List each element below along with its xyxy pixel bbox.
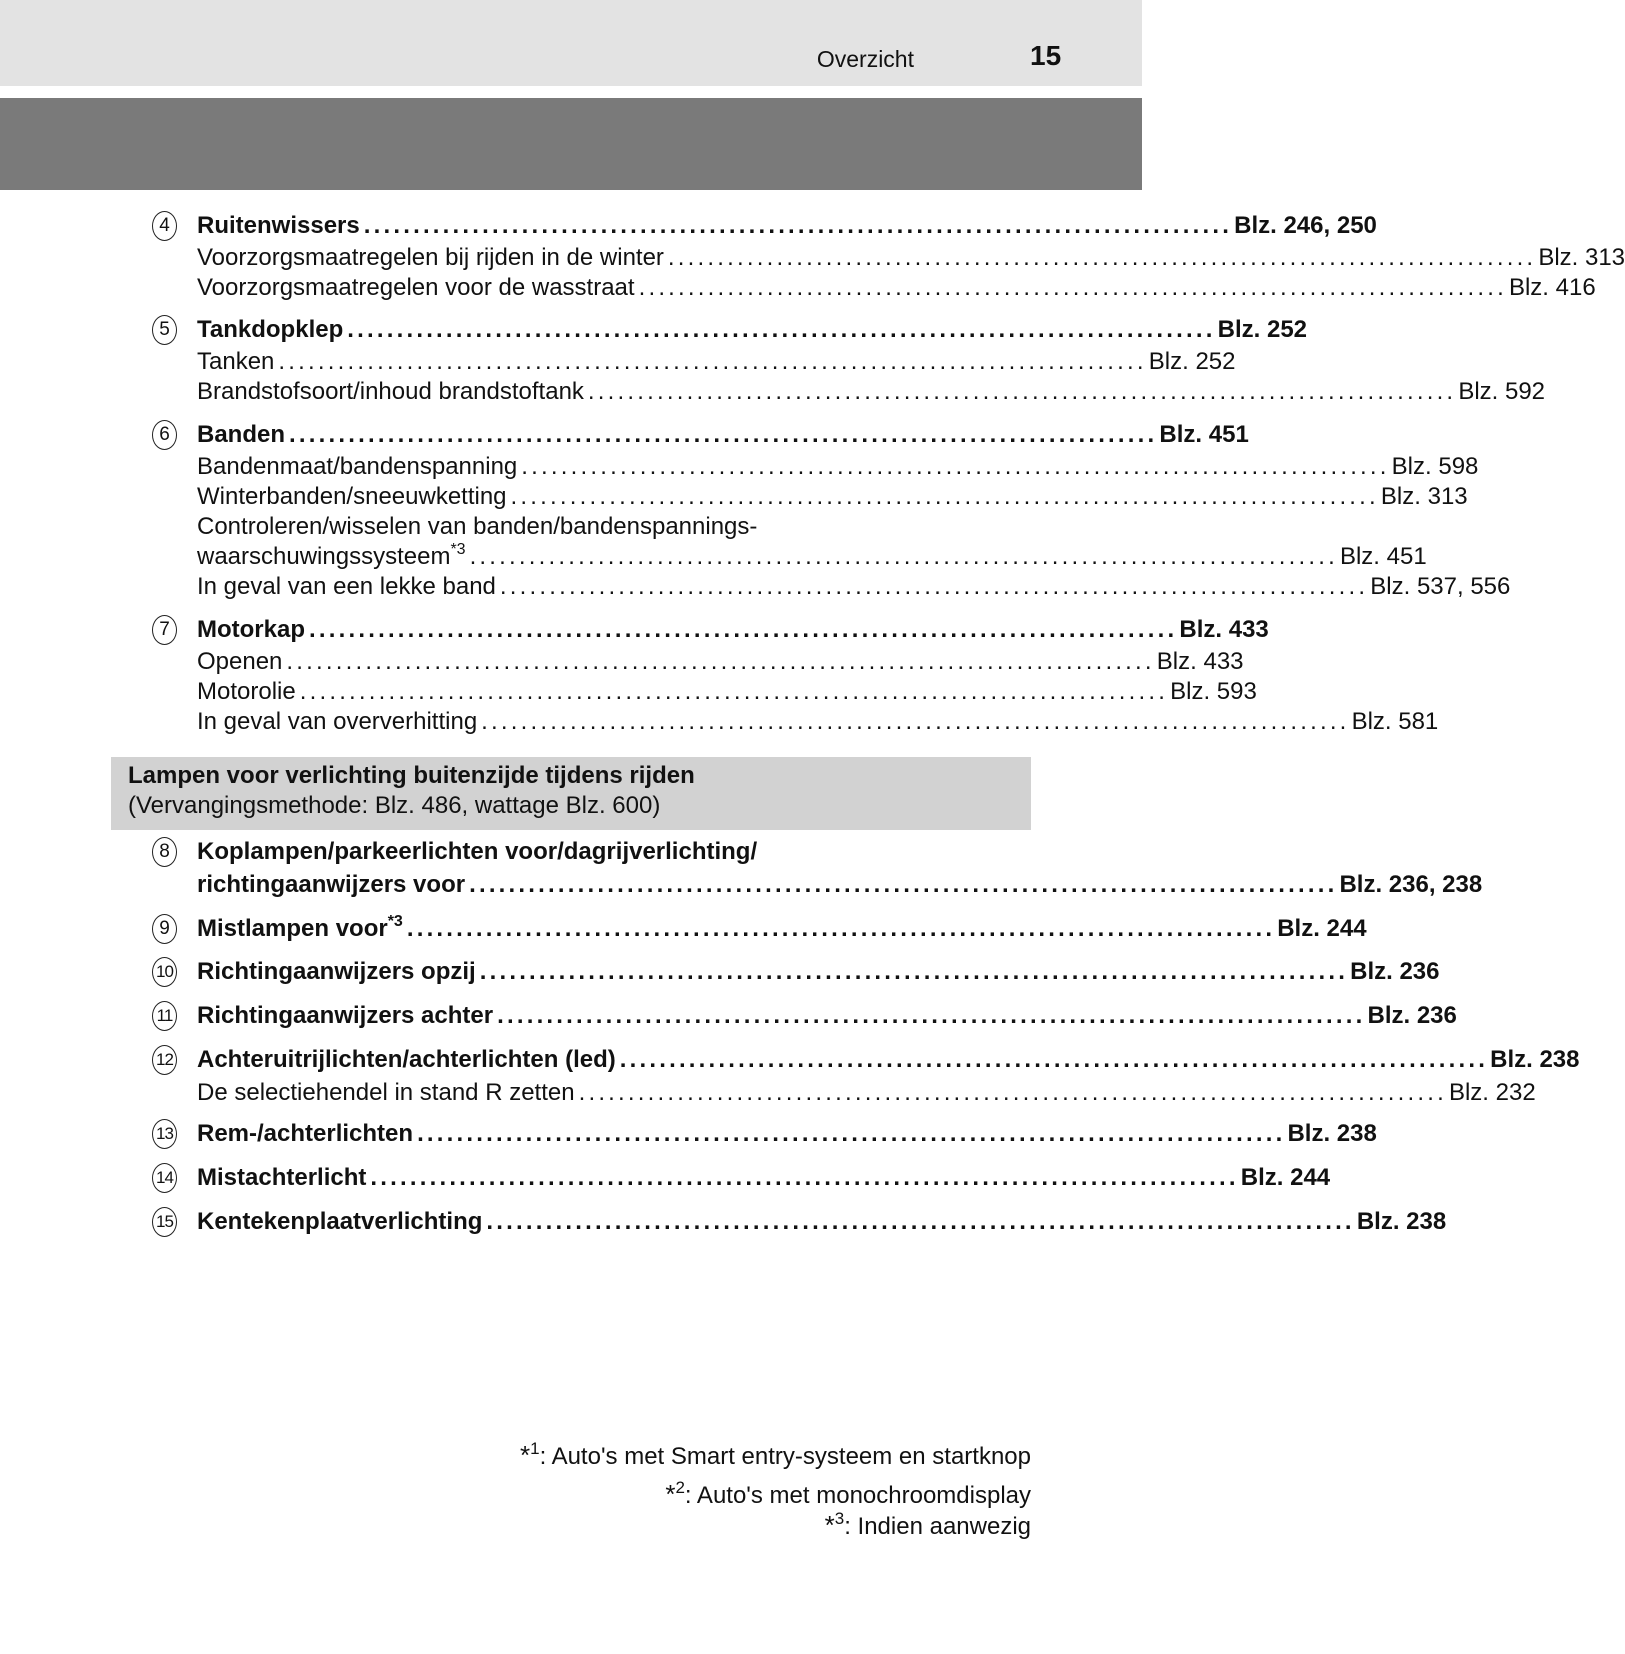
footnote-2 bbox=[665, 1479, 1031, 1510]
entry-page: Blz. 238 bbox=[1356, 1208, 1447, 1235]
entry-title: Motorkap bbox=[197, 616, 305, 643]
sub-entry-text: Brandstofsoort/inhoud brandstoftank bbox=[197, 378, 584, 405]
entry-title: Achteruitrijlichten/achterlichten (led) bbox=[197, 1046, 616, 1073]
entry-page: Blz. 244 bbox=[1277, 915, 1367, 942]
callout-15: 15 bbox=[152, 1207, 177, 1237]
dot-leader: ........................................................................................ bbox=[299, 678, 1169, 705]
sub-entry bbox=[197, 571, 1511, 601]
sub-entry-text: Controleren/wisselen van banden/bandenspannings- bbox=[197, 513, 758, 540]
callout-12: 12 bbox=[152, 1045, 177, 1075]
callout-5: 5 bbox=[152, 315, 177, 345]
section-name: Overzicht bbox=[816, 46, 914, 72]
sub-entry bbox=[197, 242, 1625, 272]
sub-entry bbox=[197, 376, 1546, 406]
entry-title: Kentekenplaatverlichting bbox=[197, 1208, 483, 1235]
lamp-entry bbox=[197, 1044, 1580, 1074]
sub-entry-page: Blz. 592 bbox=[1458, 378, 1546, 405]
sub-entry bbox=[197, 346, 1236, 376]
page-header bbox=[0, 0, 1142, 86]
entry-title: Rem-/achterlichten bbox=[197, 1120, 414, 1147]
footnote-ref: *3 bbox=[387, 913, 403, 930]
sub-entry-page: Blz. 313 bbox=[1380, 483, 1468, 510]
sub-entry bbox=[197, 646, 1244, 676]
sub-entry-text: Bandenmaat/bandenspanning bbox=[197, 453, 518, 480]
entry-banden bbox=[197, 419, 1249, 449]
dot-leader: ........................................................................................ bbox=[638, 274, 1507, 301]
sub-entry-text: Openen bbox=[197, 648, 283, 675]
entry-page: Blz. 246, 250 bbox=[1234, 212, 1377, 239]
footnote-mark: * bbox=[824, 1510, 835, 1540]
callout-4: 4 bbox=[152, 211, 177, 241]
entry-label: Mistlampen voor bbox=[197, 915, 388, 942]
footnote-1 bbox=[520, 1440, 1031, 1471]
sub-entry bbox=[197, 676, 1257, 706]
dot-leader: ........................................................................................ bbox=[587, 378, 1457, 405]
dot-leader: ........................................................................................ bbox=[497, 1002, 1366, 1029]
callout-8: 8 bbox=[152, 837, 177, 867]
sub-entry bbox=[197, 511, 757, 541]
dot-leader: ........................................................................................ bbox=[417, 1120, 1286, 1147]
footnote-number: 2 bbox=[675, 1478, 685, 1497]
sub-entry-page: Blz. 252 bbox=[1148, 348, 1236, 375]
lamp-entry-cont bbox=[197, 869, 1483, 899]
sub-entry-text: Winterbanden/sneeuwketting bbox=[197, 483, 507, 510]
footnote-mark: * bbox=[665, 1479, 676, 1509]
sub-entry bbox=[197, 1077, 1536, 1107]
footnote-text: : Indien aanwezig bbox=[844, 1513, 1031, 1540]
dot-leader: ........................................................................................ bbox=[521, 453, 1390, 480]
entry-page: Blz. 236, 238 bbox=[1339, 871, 1483, 898]
entry-page: Blz. 238 bbox=[1287, 1120, 1377, 1147]
sub-entry bbox=[197, 272, 1596, 302]
footnote-mark: * bbox=[519, 1440, 531, 1470]
sub-entry-page: Blz. 537, 556 bbox=[1370, 573, 1511, 600]
sub-entry-page: Blz. 313 bbox=[1538, 244, 1625, 271]
dot-leader: ........................................................................................ bbox=[370, 1164, 1239, 1191]
sub-entry-text: In geval van oververhitting bbox=[197, 708, 478, 735]
dot-leader: ........................................................................................ bbox=[469, 871, 1338, 898]
entry-page: Blz. 433 bbox=[1179, 616, 1269, 643]
section-heading-box bbox=[111, 757, 1031, 830]
entry-title: Tankdopklep bbox=[197, 316, 344, 343]
sub-entry-text: Motorolie bbox=[197, 678, 296, 705]
footnote-ref: *3 bbox=[450, 541, 466, 558]
footnote-text: : Auto's met monochroomdisplay bbox=[684, 1482, 1031, 1509]
entry-ruitenwissers bbox=[197, 210, 1377, 240]
sub-entry-text bbox=[197, 543, 466, 571]
entry-title: richtingaanwijzers voor bbox=[197, 871, 466, 898]
callout-11: 11 bbox=[152, 1001, 177, 1031]
dot-leader: ........................................................................................ bbox=[469, 543, 1338, 570]
lamp-entry bbox=[197, 836, 757, 866]
entry-tankdopklep bbox=[197, 314, 1308, 344]
dot-leader: ........................................................................................ bbox=[286, 648, 1155, 675]
entry-title: Ruitenwissers bbox=[197, 212, 360, 239]
dot-leader: ........................................................................................ bbox=[278, 348, 1147, 375]
lamp-entry bbox=[197, 1000, 1457, 1030]
header-band bbox=[0, 98, 1142, 190]
section-subtitle: (Vervangingsmethode: Blz. 486, wattage Blz. 600) bbox=[128, 792, 661, 819]
entry-title: Mistachterlicht bbox=[197, 1164, 367, 1191]
dot-leader: ........................................................................................ bbox=[481, 708, 1350, 735]
dot-leader: ........................................................................................ bbox=[363, 212, 1233, 239]
dot-leader: ........................................................................................ bbox=[667, 244, 1537, 271]
sub-entry-page: Blz. 451 bbox=[1339, 543, 1427, 570]
sub-entry bbox=[197, 451, 1479, 481]
sub-entry-page: Blz. 598 bbox=[1391, 453, 1479, 480]
dot-leader: ........................................................................................ bbox=[309, 616, 1178, 643]
entry-page: Blz. 236 bbox=[1367, 1002, 1457, 1029]
sub-entry-text: In geval van een lekke band bbox=[197, 573, 496, 600]
entry-title bbox=[197, 915, 403, 943]
footnote-number: 3 bbox=[834, 1509, 845, 1528]
footnote-number: 1 bbox=[530, 1439, 540, 1458]
sub-entry bbox=[197, 481, 1468, 511]
sub-entry-page: Blz. 593 bbox=[1170, 678, 1257, 705]
callout-6: 6 bbox=[152, 420, 177, 450]
page-number: 15 bbox=[1030, 40, 1062, 71]
dot-leader: ........................................................................................ bbox=[510, 483, 1379, 510]
dot-leader: ........................................................................................ bbox=[347, 316, 1216, 343]
lamp-entry bbox=[197, 913, 1367, 943]
callout-14: 14 bbox=[152, 1163, 177, 1193]
sub-entry-text: Tanken bbox=[197, 348, 275, 375]
sub-entry-page: Blz. 416 bbox=[1508, 274, 1596, 301]
sub-entry-text: Voorzorgsmaatregelen voor de wasstraat bbox=[197, 274, 635, 301]
footnote-3 bbox=[825, 1510, 1031, 1541]
entry-page: Blz. 252 bbox=[1217, 316, 1308, 343]
lamp-entry bbox=[197, 956, 1440, 986]
dot-leader: ........................................................................................ bbox=[406, 915, 1276, 942]
dot-leader: ........................................................................................ bbox=[578, 1079, 1447, 1106]
lamp-entry bbox=[197, 1206, 1447, 1236]
sub-entry-page: Blz. 433 bbox=[1156, 648, 1244, 675]
dot-leader: ........................................................................................ bbox=[289, 421, 1158, 448]
sub-entry-text: De selectiehendel in stand R zetten bbox=[197, 1079, 575, 1106]
entry-page: Blz. 451 bbox=[1159, 421, 1249, 448]
sub-entry-page: Blz. 581 bbox=[1351, 708, 1439, 735]
lamp-entry bbox=[197, 1162, 1331, 1192]
footnote-text: : Auto's met Smart entry-systeem en startknop bbox=[539, 1443, 1031, 1470]
sub-entry-text: Voorzorgsmaatregelen bij rijden in de winter bbox=[197, 244, 664, 271]
sub-entry-label: waarschuwingssysteem bbox=[197, 543, 451, 570]
entry-motorkap bbox=[197, 614, 1269, 644]
entry-title: Koplampen/parkeerlichten voor/dagrijverlichting/ bbox=[197, 838, 758, 865]
entry-title: Richtingaanwijzers opzij bbox=[197, 958, 476, 985]
sub-entry-page: Blz. 232 bbox=[1448, 1079, 1536, 1106]
dot-leader: ........................................................................................ bbox=[486, 1208, 1355, 1235]
section-title: Lampen voor verlichting buitenzijde tijdens rijden bbox=[128, 762, 695, 789]
entry-title: Banden bbox=[197, 421, 286, 448]
entry-title: Richtingaanwijzers achter bbox=[197, 1002, 494, 1029]
dot-leader: ........................................................................................ bbox=[619, 1046, 1489, 1073]
callout-7: 7 bbox=[152, 615, 177, 645]
lamp-entry bbox=[197, 1118, 1377, 1148]
sub-entry bbox=[197, 541, 1427, 571]
entry-page: Blz. 236 bbox=[1350, 958, 1440, 985]
entry-page: Blz. 238 bbox=[1490, 1046, 1580, 1073]
callout-13: 13 bbox=[152, 1119, 177, 1149]
callout-9: 9 bbox=[152, 914, 177, 944]
dot-leader: ........................................................................................ bbox=[499, 573, 1369, 600]
sub-entry bbox=[197, 706, 1439, 736]
dot-leader: ........................................................................................ bbox=[479, 958, 1349, 985]
callout-10: 10 bbox=[152, 957, 177, 987]
entry-page: Blz. 244 bbox=[1240, 1164, 1331, 1191]
